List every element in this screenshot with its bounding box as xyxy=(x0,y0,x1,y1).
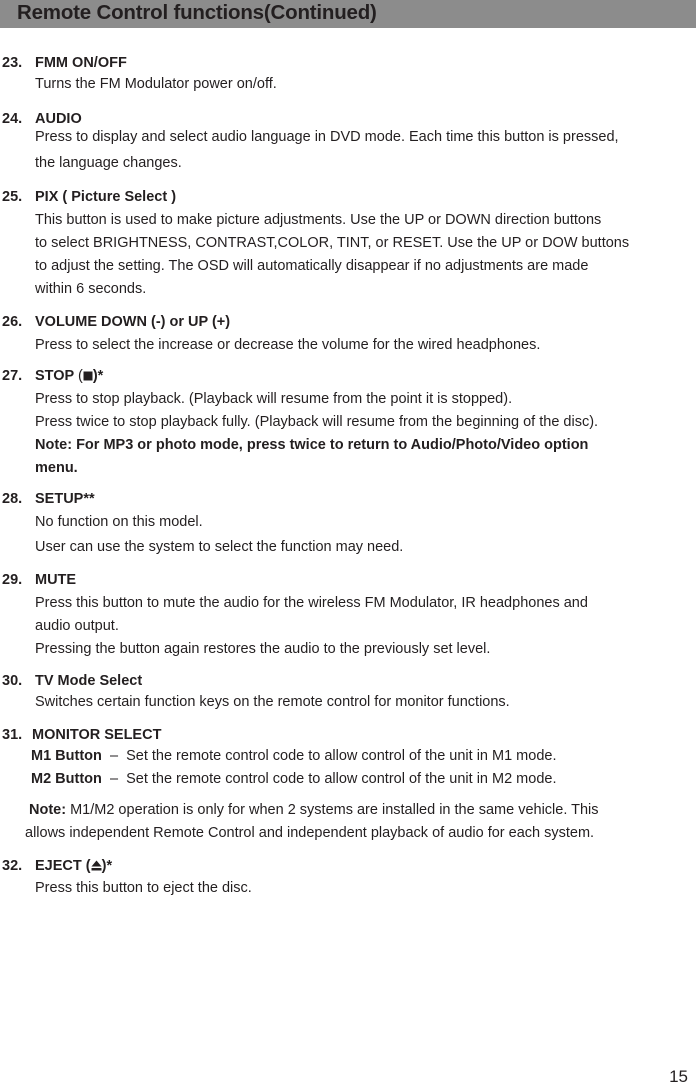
item-title: VOLUME DOWN (-) or UP (+) xyxy=(35,314,231,330)
item-text: Press this button to eject the disc. xyxy=(35,880,252,896)
button-row-m1 xyxy=(31,746,556,767)
note-text: menu. xyxy=(35,460,78,476)
item-number: 27. xyxy=(2,368,23,384)
item-title: AUDIO xyxy=(35,111,82,127)
note-text: M1/M2 operation is only for when 2 systems are installed in the same vehicle. This xyxy=(70,802,599,818)
item-text: within 6 seconds. xyxy=(35,281,147,297)
item-text: audio output. xyxy=(35,618,119,634)
item-title: MONITOR SELECT xyxy=(32,727,162,743)
item-number: 26. xyxy=(2,314,23,330)
item-text: No function on this model. xyxy=(35,514,203,530)
item-text: Switches certain function keys on the remote control for monitor functions. xyxy=(35,694,510,710)
item-text: User can use the system to select the function may need. xyxy=(35,539,404,555)
section-header-bar xyxy=(0,0,696,28)
button-label: M1 Button xyxy=(31,748,102,764)
item-number: 29. xyxy=(2,572,23,588)
item-text: Press to select the increase or decrease the volume for the wired headphones. xyxy=(35,337,541,353)
item-number: 31. xyxy=(2,727,23,743)
button-row-m2 xyxy=(31,769,556,790)
item-number: 23. xyxy=(2,55,23,71)
button-sep: – xyxy=(109,771,119,787)
title-paren-close: )* xyxy=(101,858,113,874)
item-number: 30. xyxy=(2,673,23,689)
title-text: STOP xyxy=(35,368,74,384)
item-text: to select BRIGHTNESS, CONTRAST,COLOR, TINT, or RESET. Use the UP or DOW buttons xyxy=(35,235,630,251)
title-text: EJECT xyxy=(35,858,82,874)
button-desc: Set the remote control code to allow control of the unit in M1 mode. xyxy=(126,748,557,764)
item-text: Turns the FM Modulator power on/off. xyxy=(35,76,277,92)
item-text: This button is used to make picture adjustments. Use the UP or DOWN direction buttons xyxy=(35,212,602,228)
item-number: 32. xyxy=(2,858,23,874)
item-title: PIX ( Picture Select ) xyxy=(35,189,177,205)
item-title: FMM ON/OFF xyxy=(35,55,127,71)
item-text: Press to display and select audio language in DVD mode. Each time this button is pressed, xyxy=(35,129,619,145)
button-desc: Set the remote control code to allow control of the unit in M2 mode. xyxy=(126,771,557,787)
item-text: Pressing the button again restores the audio to the previously set level. xyxy=(35,641,491,657)
item-title: MUTE xyxy=(35,572,77,588)
note-label: Note: xyxy=(29,802,67,818)
title-paren-open: ( xyxy=(78,368,83,384)
item-text: to adjust the setting. The OSD will automatically disappear if no adjustments are made xyxy=(35,258,589,274)
item-number: 24. xyxy=(2,111,23,127)
item-title: SETUP** xyxy=(35,491,95,507)
title-paren-close: )* xyxy=(92,368,104,384)
stop-square-icon xyxy=(83,369,93,385)
title-paren-open: ( xyxy=(85,858,91,874)
page-number: 15 xyxy=(669,1067,688,1086)
item-text: the language changes. xyxy=(35,155,182,171)
item-text: Press to stop playback. (Playback will resume from the point it is stopped). xyxy=(35,391,513,407)
section-title: Remote Control functions(Continued) xyxy=(17,1,377,24)
item-title xyxy=(35,858,112,875)
item-title: TV Mode Select xyxy=(35,673,143,689)
item-number: 28. xyxy=(2,491,23,507)
item-title xyxy=(35,368,103,385)
note-text: Note: For MP3 or photo mode, press twice to return to Audio/Photo/Video option xyxy=(35,437,589,453)
item-text: Press twice to stop playback fully. (Playback will resume from the beginning of the disc). xyxy=(35,414,599,430)
note-text: allows independent Remote Control and independent playback of audio for each system. xyxy=(25,825,595,841)
item-number: 25. xyxy=(2,189,23,205)
item-text: Press this button to mute the audio for the wireless FM Modulator, IR headphones and xyxy=(35,595,588,611)
button-sep: – xyxy=(109,748,119,764)
button-label: M2 Button xyxy=(31,771,102,787)
eject-icon xyxy=(91,859,102,875)
note-line xyxy=(29,800,599,821)
